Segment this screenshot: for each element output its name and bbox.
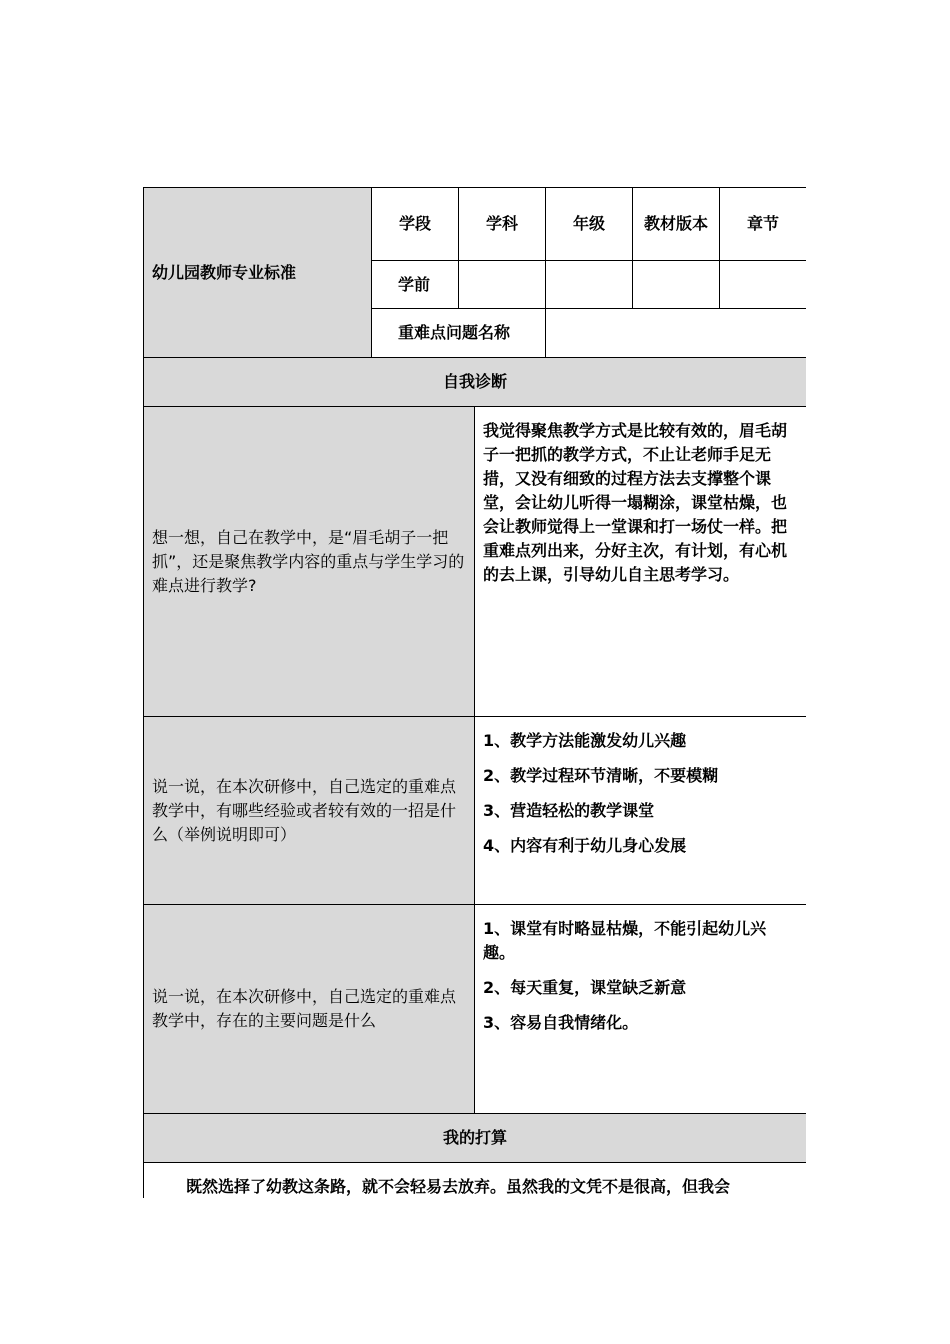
list-item: 1、教学方法能激发幼儿兴趣 bbox=[483, 731, 687, 750]
standard-title-cell bbox=[144, 188, 372, 358]
value-edition bbox=[633, 261, 720, 309]
list-item: 2、教学过程环节清晰，不要模糊 bbox=[483, 766, 719, 785]
header-chapter: 章节 bbox=[720, 188, 806, 261]
problem-label: 重难点问题名称 bbox=[398, 323, 511, 342]
list-item: 2、每天重复，课堂缺乏新意 bbox=[483, 978, 687, 997]
answer-2 bbox=[475, 717, 807, 905]
list-item: 1、课堂有时略显枯燥，不能引起幼儿兴趣。 bbox=[483, 919, 767, 962]
answer-3 bbox=[475, 905, 807, 1114]
section-my-plan: 我的打算 bbox=[144, 1114, 807, 1163]
header-subject: 学科 bbox=[459, 188, 546, 261]
header-grade: 年级 bbox=[546, 188, 633, 261]
plan-text: 既然选择了幼教这条路，就不会轻易去放弃。虽然我的文凭不是很高，但我会 bbox=[186, 1177, 731, 1196]
answer-2-list bbox=[483, 729, 798, 858]
plan-text-cell bbox=[144, 1163, 807, 1199]
standard-title: 幼儿园教师专业标准 bbox=[152, 262, 297, 282]
list-item: 3、营造轻松的教学课堂 bbox=[483, 801, 655, 820]
question-3: 说一说，在本次研修中，自己选定的重难点教学中，存在的主要问题是什么 bbox=[144, 905, 475, 1114]
section-self-diagnosis: 自我诊断 bbox=[144, 358, 807, 407]
list-item: 3、容易自我情绪化。 bbox=[483, 1013, 639, 1032]
form-table bbox=[143, 187, 806, 1198]
list-item: 4、内容有利于幼儿身心发展 bbox=[483, 836, 687, 855]
problem-label-cell bbox=[372, 309, 546, 358]
header-edition: 教材版本 bbox=[633, 188, 720, 261]
value-stage: 学前 bbox=[372, 261, 459, 309]
question-1: 想一想，自己在教学中，是“眉毛胡子一把抓”，还是聚焦教学内容的重点与学生学习的难点进行教学? bbox=[144, 407, 475, 717]
question-2: 说一说，在本次研修中，自己选定的重难点教学中，有哪些经验或者较有效的一招是什么（举例说明即可） bbox=[144, 717, 475, 905]
answer-1: 我觉得聚焦教学方式是比较有效的，眉毛胡子一把抓的教学方式，不止让老师手足无措，又没有细致的过程方法去支撑整个课堂，会让幼儿听得一塌糊涂，课堂枯燥，也会让教师觉得上一堂课和打一场仗一样。把重难点列出来，分好主次，有计划，有心机的去上课，引导幼儿自主思考学习。 bbox=[475, 407, 807, 717]
value-chapter bbox=[720, 261, 806, 309]
value-grade bbox=[546, 261, 633, 309]
form-table-frame bbox=[143, 187, 806, 1198]
answer-3-list bbox=[483, 917, 798, 1035]
header-stage: 学段 bbox=[372, 188, 459, 261]
value-subject bbox=[459, 261, 546, 309]
problem-value-cell bbox=[546, 309, 806, 358]
